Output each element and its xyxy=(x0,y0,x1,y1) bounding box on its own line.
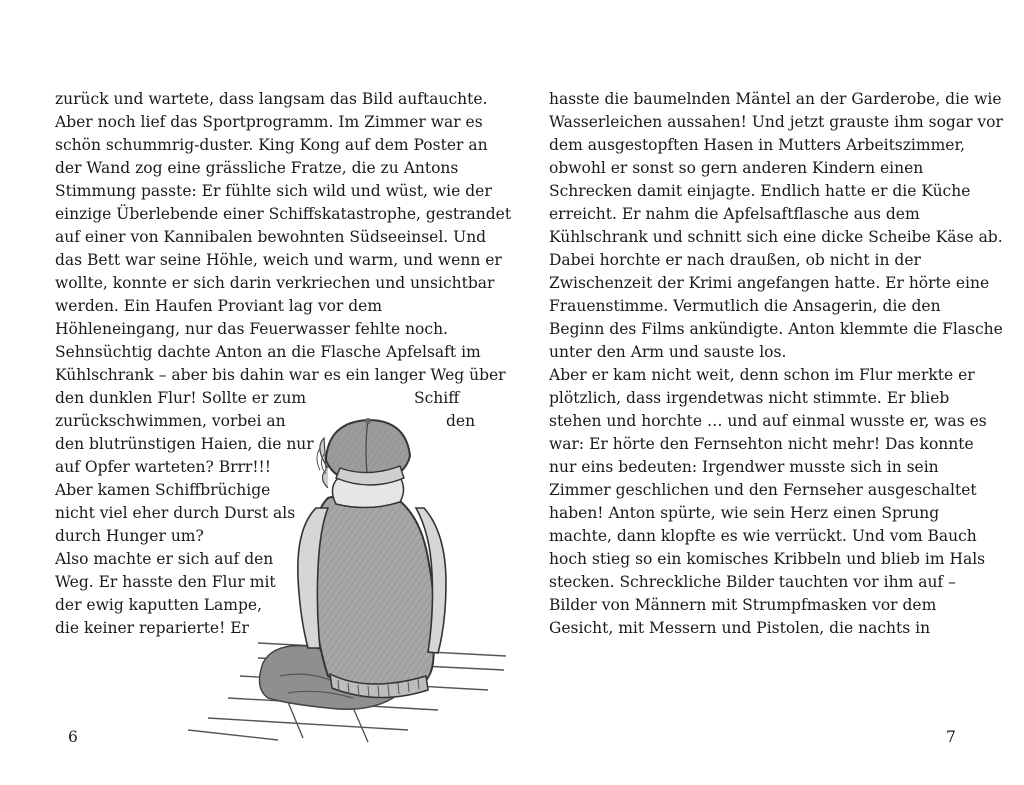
text-line: der Wand zog eine grässliche Fratze, die zu Antons xyxy=(55,159,459,177)
text-line: auf Opfer warteten? Brrr!!! xyxy=(55,458,272,476)
page-number: 7 xyxy=(946,728,956,746)
text-word: Schiff xyxy=(414,389,460,407)
text-line: wollte, konnte er sich darin verkriechen und unsichtbar xyxy=(55,274,495,292)
text-line: machte, dann klopfte es wie verrückt. Und vom Bauch xyxy=(549,527,977,545)
text-line: werden. Ein Haufen Proviant lag vor dem xyxy=(55,297,383,315)
page-number: 6 xyxy=(68,728,78,746)
text-line: Aber noch lief das Sportprogramm. Im Zimmer war es xyxy=(55,113,483,131)
text-line: Stimmung passte: Er fühlte sich wild und wüst, wie der xyxy=(55,182,492,200)
text-line: stehen und horchte … und auf einmal wusste er, was es xyxy=(549,412,987,430)
text-line: auf einer von Kannibalen bewohnten Südseeinsel. Und xyxy=(55,228,487,246)
text-line: der ewig kaputten Lampe, xyxy=(55,596,263,614)
text-line: Also machte er sich auf den xyxy=(55,550,274,568)
text-line: Kühlschrank – aber bis dahin war es ein langer Weg über xyxy=(55,366,506,384)
text-line: Kühlschrank und schnitt sich eine dicke Scheibe Käse ab. xyxy=(549,228,1003,246)
text-word: den xyxy=(446,412,476,430)
text-line: schön schummrig-duster. King Kong auf dem Poster an xyxy=(55,136,488,154)
text-line: Höhleneingang, nur das Feuerwasser fehlte noch. xyxy=(55,320,448,338)
text-line: Sehnsüchtig dachte Anton an die Flasche Apfelsaft im xyxy=(55,343,481,361)
text-line: hasste die baumelnden Mäntel an der Garderobe, die wie xyxy=(549,90,1002,108)
text-line: stecken. Schreckliche Bilder tauchten vor ihm auf – xyxy=(549,573,956,591)
text-line: unter den Arm und sauste los. xyxy=(549,343,787,361)
text-line: haben! Anton spürte, wie sein Herz einen Sprung xyxy=(549,504,940,522)
text-line: war: Er hörte den Fernsehton nicht mehr! Das konnte xyxy=(549,435,974,453)
text-line: das Bett war seine Höhle, weich und warm, und wenn er xyxy=(55,251,502,269)
text-line: Aber kamen Schiffbrüchige xyxy=(55,481,271,499)
text-line: Beginn des Films ankündigte. Anton klemmte die Flasche xyxy=(549,320,1003,338)
text-line: Bilder von Männern mit Strumpfmasken vor dem xyxy=(549,596,937,614)
text-line: Aber er kam nicht weit, denn schon im Flur merkte er xyxy=(549,366,975,384)
boy-in-cap-sitting-from-behind-icon xyxy=(188,408,508,748)
text-line: hoch stieg so ein komisches Kribbeln und blieb im Hals xyxy=(549,550,986,568)
text-line: Weg. Er hasste den Flur mit xyxy=(55,573,276,591)
text-line: Zwischenzeit der Krimi angefangen hatte. Er hörte eine xyxy=(549,274,990,292)
text-line: plötzlich, dass irgendetwas nicht stimmte. Er blieb xyxy=(549,389,950,407)
text-line: erreicht. Er nahm die Apfelsaftflasche aus dem xyxy=(549,205,920,223)
text-line: einzige Überlebende einer Schiffskatastrophe, gestrandet xyxy=(55,205,512,223)
text-line: Zimmer geschlichen und den Fernseher ausgeschaltet xyxy=(549,481,977,499)
text-line: nicht viel eher durch Durst als xyxy=(55,504,296,522)
text-line: zurückschwimmen, vorbei an xyxy=(55,412,286,430)
text-line: obwohl er sonst so gern anderen Kindern einen xyxy=(549,159,924,177)
text-line: dem ausgestopften Hasen in Mutters Arbeitszimmer, xyxy=(549,136,966,154)
text-line: den blutrünstigen Haien, die nur xyxy=(55,435,314,453)
text-line: die keiner reparierte! Er xyxy=(55,619,249,637)
text-line: Gesicht, mit Messern und Pistolen, die nachts in xyxy=(549,619,931,637)
text-line: Wasserleichen aussahen! Und jetzt grauste ihm sogar vor xyxy=(549,113,1003,131)
text-line: nur eins bedeuten: Irgendwer musste sich in sein xyxy=(549,458,939,476)
text-line: zurück und wartete, dass langsam das Bild auftauchte. xyxy=(55,90,488,108)
text-line: Frauenstimme. Vermutlich die Ansagerin, die den xyxy=(549,297,941,315)
text-line: Dabei horchte er nach draußen, ob nicht in der xyxy=(549,251,921,269)
text-line: den dunklen Flur! Sollte er zum xyxy=(55,389,307,407)
text-line: durch Hunger um? xyxy=(55,527,204,545)
text-line: Schrecken damit einjagte. Endlich hatte er die Küche xyxy=(549,182,971,200)
